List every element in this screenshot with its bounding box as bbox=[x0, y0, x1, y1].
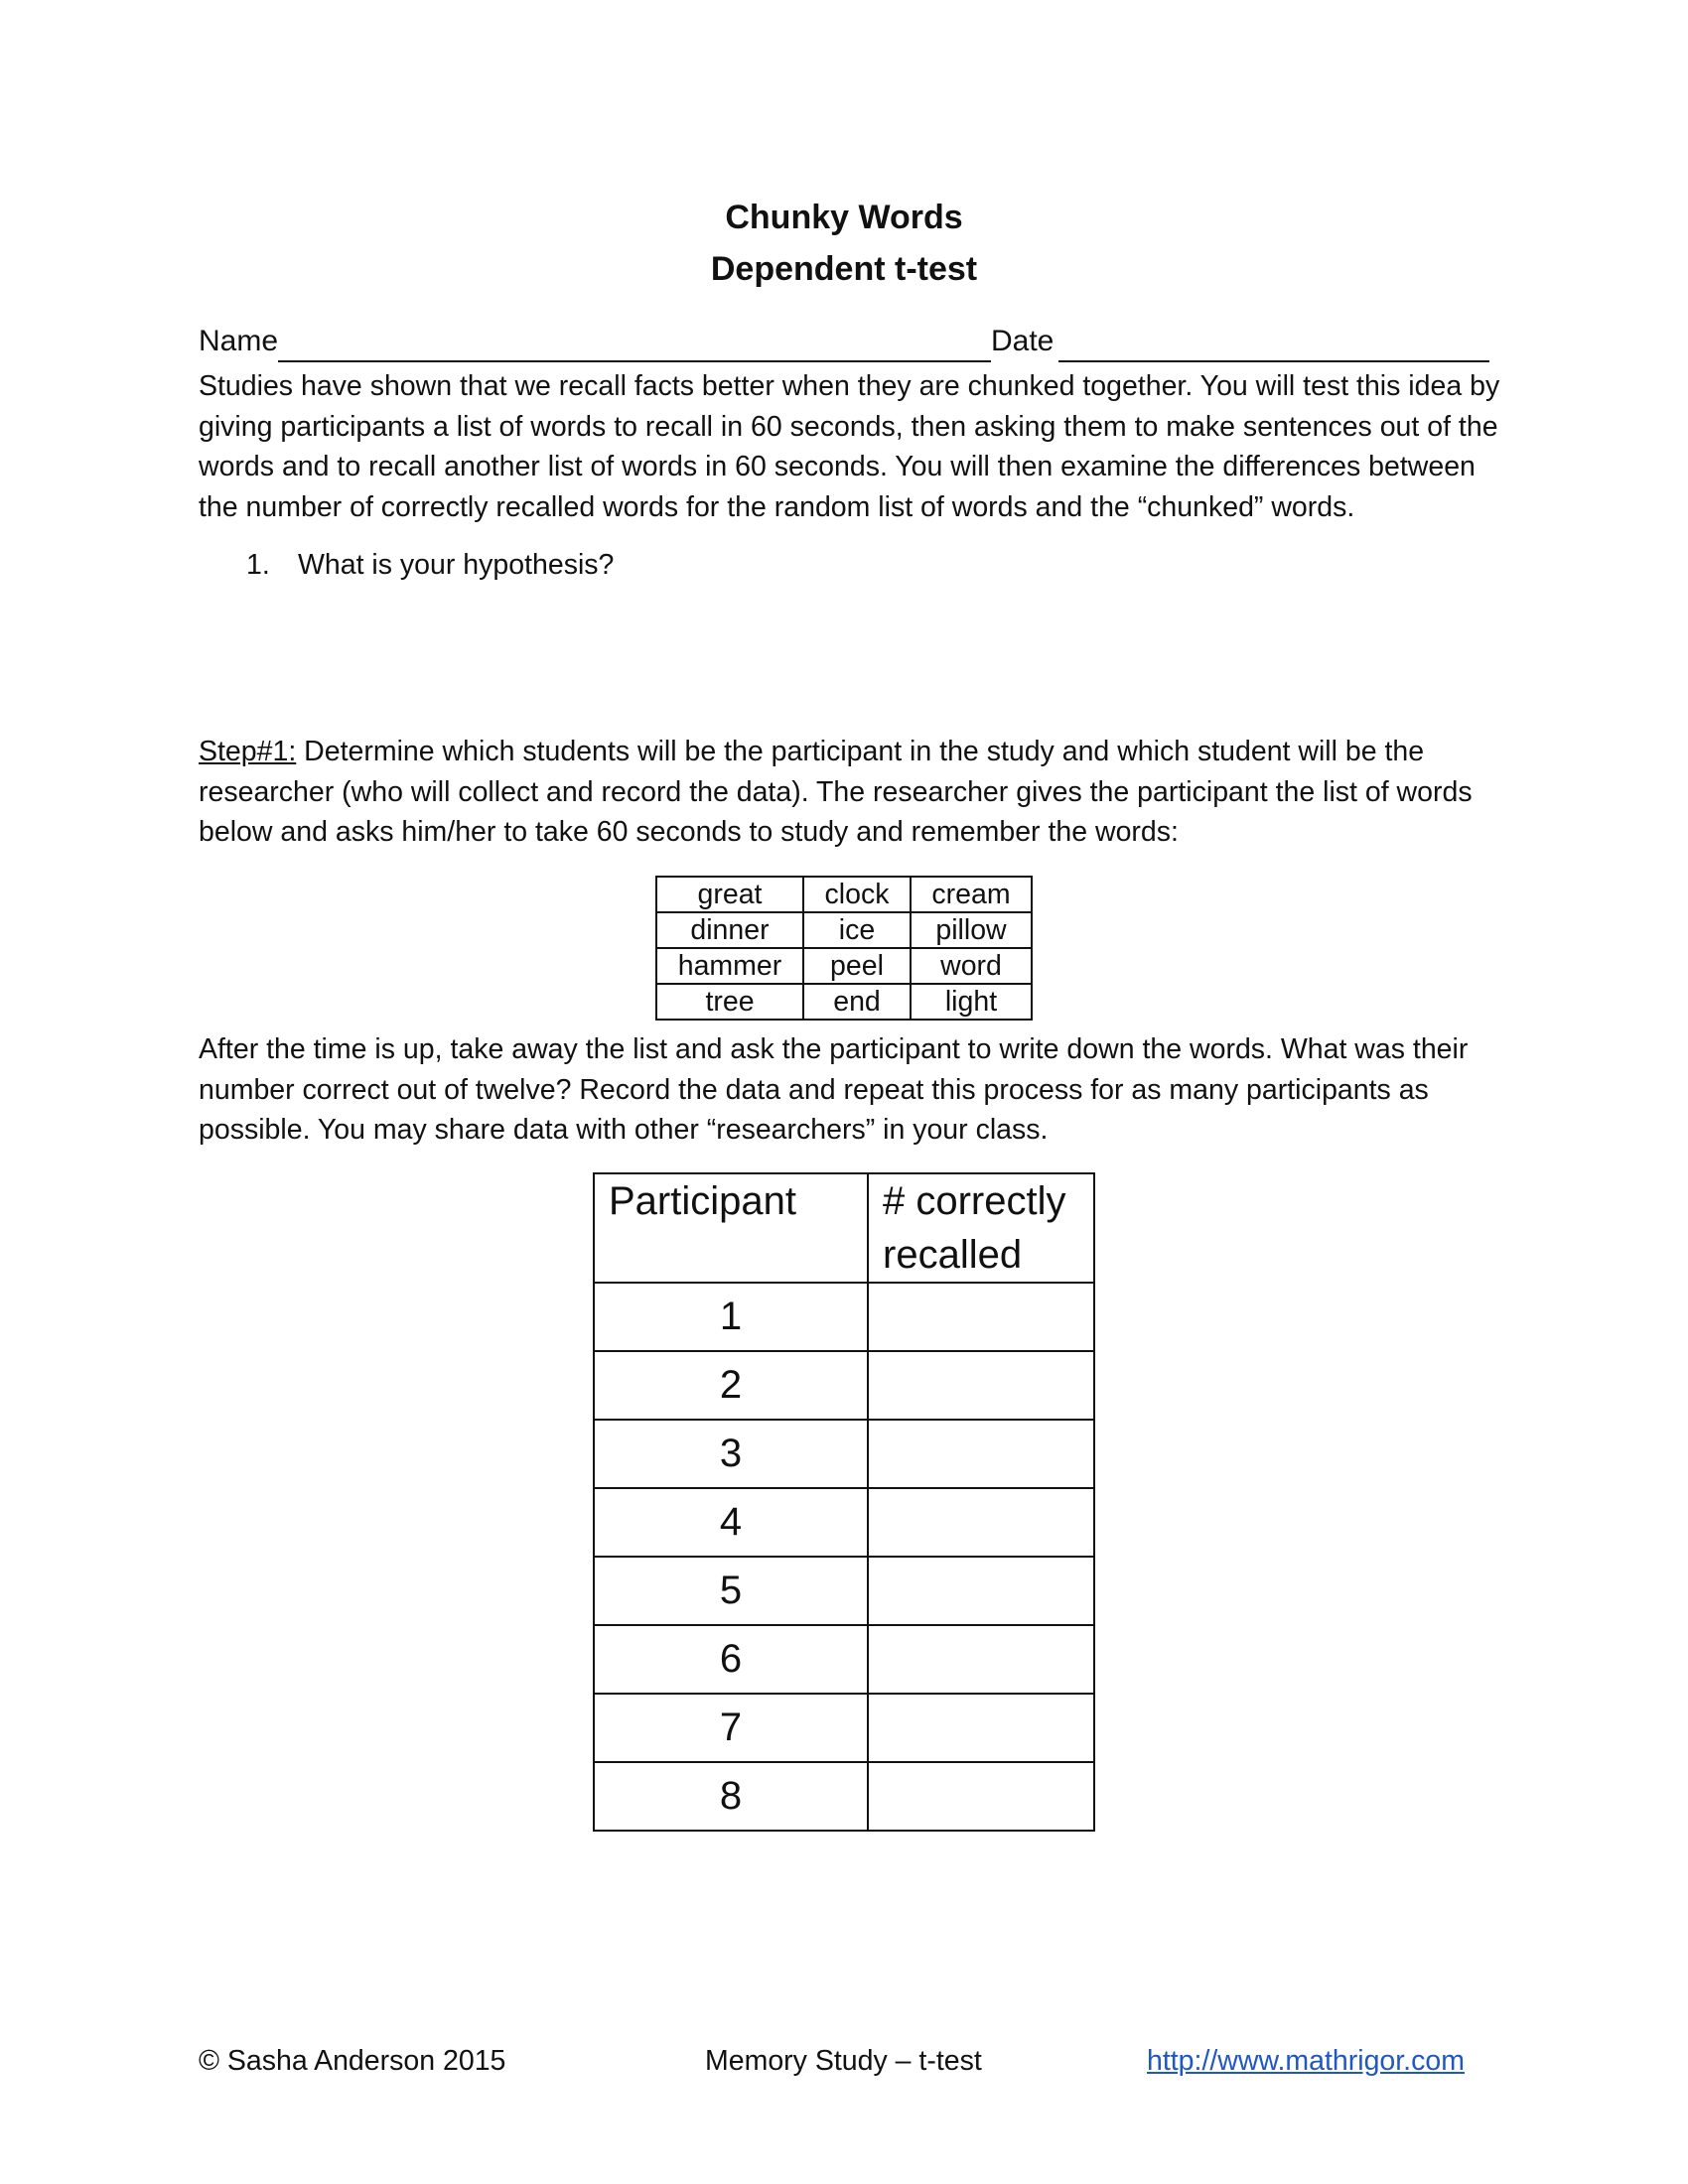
footer-link[interactable]: http://www.mathrigor.com bbox=[1147, 2045, 1465, 2077]
date-field[interactable] bbox=[1058, 360, 1489, 362]
table-row bbox=[594, 1420, 1094, 1488]
participant-number: 8 bbox=[594, 1762, 868, 1831]
word-row bbox=[656, 948, 1032, 984]
word-cell: peel bbox=[803, 948, 911, 984]
word-row bbox=[656, 984, 1032, 1020]
date-label: Date bbox=[991, 325, 1055, 357]
participant-number: 1 bbox=[594, 1283, 868, 1351]
word-cell: clock bbox=[803, 877, 911, 912]
word-cell: ice bbox=[803, 912, 911, 948]
question-1-text: What is your hypothesis? bbox=[298, 549, 615, 581]
participant-column-header: Participant bbox=[594, 1173, 868, 1283]
step1-paragraph bbox=[199, 732, 1509, 853]
word-list-table bbox=[655, 876, 1033, 1021]
step1-text: Determine which students will be the participant in the study and which student will be the researcher (who will collect and record the data). The researcher gives the participant the list of words below and asks him/her to take 60 seconds to study and remember the words: bbox=[199, 736, 1473, 848]
name-field[interactable] bbox=[278, 360, 991, 362]
recalled-column-header: # correctly recalled bbox=[868, 1173, 1094, 1283]
after-paragraph: After the time is up, take away the list and ask the participant to write down the words. What was their number correct out of twelve? Record the data and repeat this process for as many participants as possible. You may share data with other “researchers” in your class. bbox=[199, 1033, 1469, 1146]
name-date-row bbox=[199, 325, 1489, 364]
participant-number: 6 bbox=[594, 1625, 868, 1694]
recalled-count-cell[interactable] bbox=[868, 1351, 1094, 1420]
footer-center: Memory Study – t-test bbox=[705, 2045, 982, 2077]
recalled-count-cell[interactable] bbox=[868, 1694, 1094, 1762]
participant-number: 7 bbox=[594, 1694, 868, 1762]
word-cell: dinner bbox=[656, 912, 803, 948]
question-1-number: 1. bbox=[246, 549, 270, 581]
word-cell: pillow bbox=[911, 912, 1032, 948]
word-cell: word bbox=[911, 948, 1032, 984]
recalled-count-cell[interactable] bbox=[868, 1283, 1094, 1351]
footer-copyright: © Sasha Anderson 2015 bbox=[199, 2045, 506, 2077]
word-row bbox=[656, 877, 1032, 912]
recalled-count-cell[interactable] bbox=[868, 1762, 1094, 1831]
recalled-count-cell[interactable] bbox=[868, 1420, 1094, 1488]
step1-label: Step#1: bbox=[199, 736, 297, 767]
recalled-count-cell[interactable] bbox=[868, 1625, 1094, 1694]
recalled-count-cell[interactable] bbox=[868, 1557, 1094, 1625]
word-cell: hammer bbox=[656, 948, 803, 984]
participant-number: 2 bbox=[594, 1351, 868, 1420]
question-1 bbox=[246, 549, 614, 582]
recall-record-table bbox=[593, 1172, 1095, 1832]
table-row bbox=[594, 1283, 1094, 1351]
participant-number: 3 bbox=[594, 1420, 868, 1488]
participant-number: 4 bbox=[594, 1488, 868, 1557]
page-subtitle: Dependent t-test bbox=[710, 250, 978, 288]
table-row bbox=[594, 1557, 1094, 1625]
word-row bbox=[656, 912, 1032, 948]
intro-paragraph: Studies have shown that we recall facts better when they are chunked together. You will test this idea by giving participants a list of words to recall in 60 seconds, then asking them to make sentences out of the words and to recall another list of words in 60 seconds. You will then examine the differences between the number of correctly recalled words for the random list of words and the “chunked” words. bbox=[199, 370, 1500, 523]
word-cell: tree bbox=[656, 984, 803, 1020]
name-label: Name bbox=[199, 325, 279, 357]
table-row bbox=[594, 1351, 1094, 1420]
word-cell: light bbox=[911, 984, 1032, 1020]
table-row bbox=[594, 1488, 1094, 1557]
table-row bbox=[594, 1625, 1094, 1694]
record-header-row bbox=[594, 1173, 1094, 1283]
participant-number: 5 bbox=[594, 1557, 868, 1625]
word-cell: cream bbox=[911, 877, 1032, 912]
word-cell: end bbox=[803, 984, 911, 1020]
word-cell: great bbox=[656, 877, 803, 912]
page-title: Chunky Words bbox=[725, 199, 963, 236]
table-row bbox=[594, 1694, 1094, 1762]
recalled-count-cell[interactable] bbox=[868, 1488, 1094, 1557]
table-row bbox=[594, 1762, 1094, 1831]
